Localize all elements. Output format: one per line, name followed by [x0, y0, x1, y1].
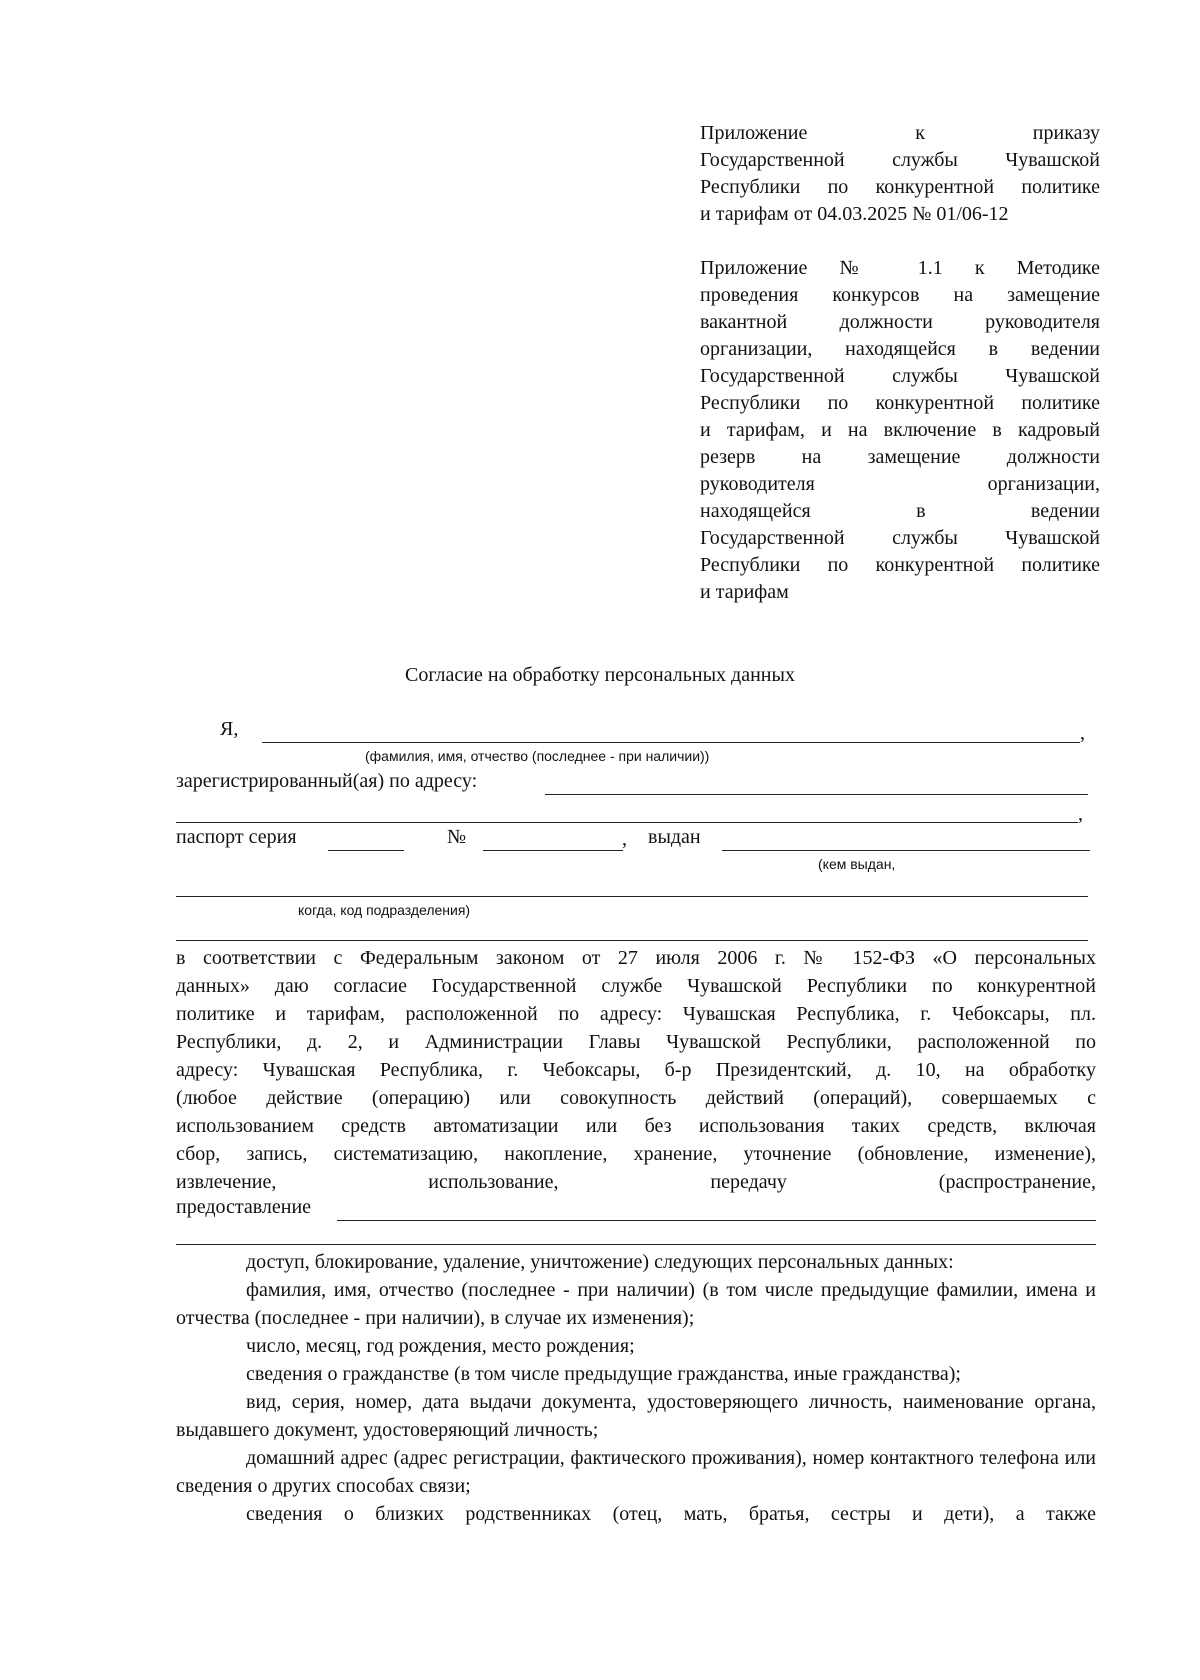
issue-date-field[interactable] [176, 896, 1088, 897]
fio-hint: (фамилия, имя, отчество (последнее - при наличии)) [365, 748, 710, 764]
address-label: зарегистрированный(ая) по адресу: [176, 770, 478, 792]
issued-by-field[interactable] [722, 850, 1090, 851]
issued-by-hint: (кем выдан, [818, 856, 896, 872]
appendix-line: организации, находящейся в ведении [700, 338, 1100, 360]
address-field[interactable] [545, 794, 1088, 795]
list-item: число, месяц, год рождения, место рождения; [246, 1335, 635, 1357]
appendix-line: Республики по конкурентной политике [700, 554, 1100, 576]
consent-line: политике и тарифам, расположенной по адресу: Чувашская Республика, г. Чебоксары, пл. [176, 1003, 1096, 1025]
list-item: доступ, блокирование, удаление, уничтожение) следующих персональных данных: [246, 1251, 954, 1273]
fio-field[interactable] [262, 742, 1080, 743]
address-field-continued[interactable] [176, 822, 1078, 823]
passport-comma: , [622, 828, 627, 850]
list-item: вид, серия, номер, дата выдачи документа, удостоверяющего личность, наименование органа, выдавшего документ, удостоверяющий личность; [176, 1391, 1096, 1441]
appendix-line: Государственной службы Чувашской [700, 365, 1100, 387]
appendix-line: Приложение № 1.1 к Методике [700, 257, 1100, 279]
consent-line: использованием средств автоматизации или без использования таких средств, включая [176, 1115, 1096, 1137]
appendix-line: Республики по конкурентной политике [700, 176, 1100, 198]
appendix-order-reference [700, 120, 1100, 228]
appendix-line: и тарифам, и на включение в кадровый [700, 419, 1100, 441]
appendix-line: Государственной службы Чувашской [700, 149, 1100, 171]
provision-label: предоставление [176, 1196, 312, 1218]
list-item: домашний адрес (адрес регистрации, фактического проживания), номер контактного телефона или сведения о других способах связи; [176, 1447, 1096, 1497]
address-comma: , [1078, 803, 1083, 825]
list-item: фамилия, имя, отчество (последнее - при наличии) (в том числе предыдущие фамилии, имена и отчества (последнее - при наличии), в случае их изменения); [176, 1279, 1096, 1329]
fio-comma: , [1080, 722, 1085, 744]
appendix-line: Республики по конкурентной политике [700, 392, 1100, 414]
appendix-line: проведения конкурсов на замещение [700, 284, 1100, 306]
appendix-line: вакантной должности руководителя [700, 311, 1100, 333]
consent-line: Республики, д. 2, и Администрации Главы Чувашской Республики, расположенной по [176, 1031, 1096, 1053]
consent-line: сбор, запись, систематизацию, накопление, хранение, уточнение (обновление, изменение), [176, 1143, 1096, 1165]
issued-label: выдан [648, 826, 701, 848]
consent-line: (любое действие (операцию) или совокупность действий (операций), совершаемых с [176, 1087, 1096, 1109]
list-item: сведения о гражданстве (в том числе предыдущие гражданства, иные гражданства); [246, 1363, 961, 1385]
passport-series-field[interactable] [328, 850, 404, 851]
consent-line: адресу: Чувашская Республика, г. Чебоксары, б-р Президентский, д. 10, на обработку [176, 1059, 1096, 1081]
personal-data-list [176, 1248, 1096, 1528]
passport-series-label: паспорт серия [176, 826, 297, 848]
provision-field-continued[interactable] [176, 1244, 1096, 1245]
appendix-line: и тарифам от 04.03.2025 № 01/06-12 [700, 203, 1009, 225]
separator-line [176, 940, 1088, 941]
appendix-line: резерв на замещение должности [700, 446, 1100, 468]
appendix-line: находящейся в ведении [700, 500, 1100, 522]
consent-line: данных» даю согласие Государственной службе Чувашской Республики по конкурентной [176, 975, 1096, 997]
appendix-methodology-reference [700, 255, 1100, 606]
passport-number-label: № [447, 826, 467, 848]
consent-paragraph [176, 944, 1096, 1196]
appendix-line: Приложение к приказу [700, 122, 1100, 144]
consent-line: извлечение, использование, передачу (распространение, [176, 1171, 1096, 1193]
passport-number-field[interactable] [483, 850, 623, 851]
appendix-line: Государственной службы Чувашской [700, 527, 1100, 549]
list-item: сведения о близких родственниках (отец, мать, братья, сестры и дети), а также [246, 1503, 1096, 1525]
provision-field[interactable] [337, 1220, 1096, 1221]
appendix-line: руководителя организации, [700, 473, 1100, 495]
i-label: Я, [220, 718, 239, 740]
consent-line: в соответствии с Федеральным законом от 27 июля 2006 г. № 152-ФЗ «О персональных [176, 947, 1096, 969]
issue-date-hint: когда, код подразделения) [298, 902, 471, 918]
page-title: Согласие на обработку персональных данных [405, 664, 795, 686]
appendix-line: и тарифам [700, 581, 789, 603]
